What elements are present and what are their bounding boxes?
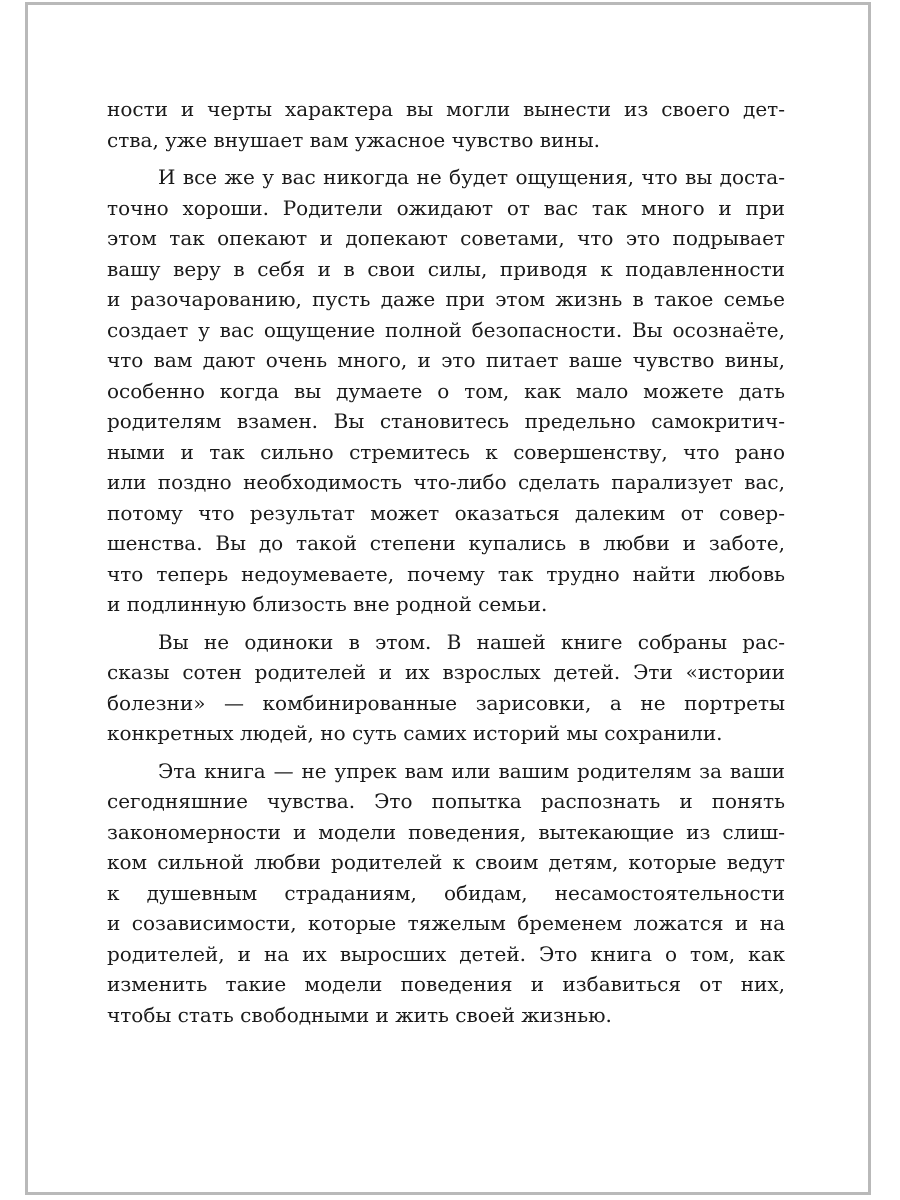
text-line: этом так опекают и допекают советами, что это подрывает xyxy=(107,226,785,250)
text-line: потому что результат может оказаться далеким от совер- xyxy=(107,500,785,525)
text-line: точно хороши. Родители ожидают от вас так много и при xyxy=(107,195,785,220)
paragraph xyxy=(107,627,785,749)
text-line: изменить такие модели поведения и избавиться от них, xyxy=(107,972,785,996)
body-text xyxy=(107,94,785,1030)
text-line: ными и так сильно стремитесь к совершенству, что рано xyxy=(107,439,785,464)
text-line: к душевным страданиям, обидам, несамостоятельности xyxy=(107,880,785,905)
text-line: закономерности и модели поведения, вытекающие из слиш- xyxy=(107,819,785,844)
text-line: чтобы стать свободными и жить своей жизнью. xyxy=(107,1002,612,1027)
text-line: или поздно необходимость что-либо сделать парализует вас, xyxy=(107,470,785,494)
text-line: И все же у вас никогда не будет ощущения, что вы доста- xyxy=(158,165,785,189)
text-line: Эта книга — не упрек вам или вашим родителям за ваши xyxy=(158,758,785,783)
text-line: создает у вас ощущение полной безопасности. Вы осознаёте, xyxy=(107,317,785,342)
text-line: ности и черты характера вы могли вынести из своего дет- xyxy=(107,97,785,121)
text-line: конкретных людей, но суть самих историй мы сохранили. xyxy=(107,721,723,745)
text-line: вашу веру в себя и в свои силы, приводя к подавленности xyxy=(107,256,785,281)
text-line: и созависимости, которые тяжелым бременем ложатся и на xyxy=(107,911,785,935)
text-line: Вы не одиноки в этом. В нашей книге собраны рас- xyxy=(158,629,785,654)
paragraph xyxy=(107,756,785,1031)
text-line: ком сильной любви родителей к своим детям, которые ведут xyxy=(107,850,785,874)
text-line: болезни» — комбинированные зарисовки, а не портреты xyxy=(107,690,785,715)
text-line: сказы сотен родителей и их взрослых детей. Эти «истории xyxy=(107,660,785,684)
text-line: что вам дают очень много, и это питает ваше чувство вины, xyxy=(107,348,785,372)
text-line: шенства. Вы до такой степени купались в любви и заботе, xyxy=(107,531,785,555)
text-line: и разочарованию, пусть даже при этом жизнь в такое семье xyxy=(107,287,785,311)
paragraph xyxy=(107,162,785,620)
text-line: что теперь недоумеваете, почему так трудно найти любовь xyxy=(107,561,785,586)
text-line: и подлинную близость вне родной семьи. xyxy=(107,592,548,616)
text-line: сегодняшние чувства. Это попытка распознать и понять xyxy=(107,789,785,813)
paragraph xyxy=(107,94,785,155)
text-line: родителей, и на их выросших детей. Это книга о том, как xyxy=(107,941,785,966)
text-line: родителям взамен. Вы становитесь предельно самокритич- xyxy=(107,409,785,433)
text-line: ства, уже внушает вам ужасное чувство вины. xyxy=(107,127,600,152)
text-line: особенно когда вы думаете о том, как мало можете дать xyxy=(107,378,785,403)
